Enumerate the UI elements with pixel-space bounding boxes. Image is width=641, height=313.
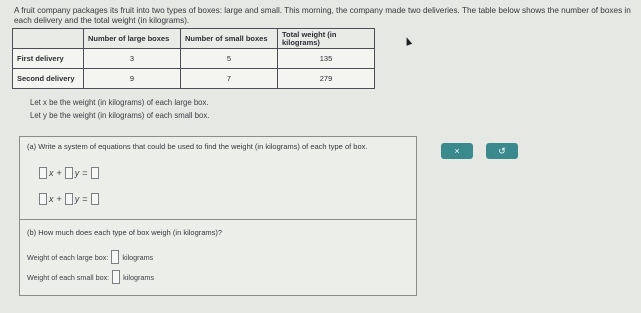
cell-small: 5	[181, 49, 278, 69]
delivery-table	[12, 28, 375, 89]
large-box-answer-row	[27, 250, 153, 264]
small-box-unit: kilograms	[123, 272, 154, 282]
large-box-label: Weight of each large box:	[27, 252, 109, 262]
row-label: First delivery	[13, 49, 84, 69]
row-label: Second delivery	[13, 69, 84, 89]
part-b-prompt: (b) How much does each type of box weigh (in kilograms)?	[27, 228, 223, 237]
large-box-unit: kilograms	[122, 252, 154, 262]
eq2-var-x: x	[49, 194, 54, 204]
undo-icon: ↺	[498, 145, 506, 156]
mouse-cursor-icon	[404, 36, 412, 46]
table-header-weight: Total weight (in kilograms)	[278, 29, 375, 49]
cell-large: 9	[84, 69, 181, 89]
eq2-equals: =	[82, 194, 88, 204]
definition-x: Let x be the weight (in kilograms) of each large box.	[30, 98, 209, 107]
cell-weight: 279	[278, 69, 375, 89]
equation-2	[38, 193, 100, 205]
table-row	[13, 69, 375, 89]
eq2-coef-y-input[interactable]	[65, 193, 73, 205]
eq2-plus: +	[56, 194, 62, 204]
eq1-var-x: x	[49, 168, 54, 178]
table-header-row	[13, 29, 375, 49]
part-a-section	[20, 137, 416, 220]
part-a-prompt: (a) Write a system of equations that could be used to find the weight (in kilograms) of each type of box.	[27, 142, 368, 151]
small-box-answer-row	[27, 270, 154, 284]
clear-button[interactable]	[441, 143, 473, 159]
undo-button[interactable]	[486, 143, 518, 159]
eq1-equals: =	[82, 168, 88, 178]
eq2-constant-input[interactable]	[91, 193, 99, 205]
cell-large: 3	[84, 49, 181, 69]
definition-y: Let y be the weight (in kilograms) of each small box.	[30, 111, 210, 120]
answer-panel	[19, 136, 417, 296]
table-header-large: Number of large boxes	[84, 29, 181, 49]
large-box-weight-input[interactable]	[111, 250, 119, 264]
cell-weight: 135	[278, 49, 375, 69]
table-header-blank	[13, 29, 84, 49]
cell-small: 7	[181, 69, 278, 89]
eq1-coef-x-input[interactable]	[39, 167, 47, 179]
equation-1	[38, 167, 100, 179]
eq2-var-y: y	[74, 194, 80, 204]
eq1-plus: +	[56, 168, 62, 178]
eq1-constant-input[interactable]	[91, 167, 99, 179]
table-header-small: Number of small boxes	[181, 29, 278, 49]
small-box-weight-input[interactable]	[112, 270, 120, 284]
eq1-coef-y-input[interactable]	[65, 167, 73, 179]
eq1-var-y: y	[74, 168, 80, 178]
small-box-label: Weight of each small box:	[27, 272, 110, 282]
close-icon: ×	[454, 146, 460, 156]
eq2-coef-x-input[interactable]	[39, 193, 47, 205]
problem-intro: A fruit company packages its fruit into two types of boxes: large and small. This morning, the company made two deliveries. The table below shows the number of boxes in each delivery and the total weight (in kilograms).	[14, 6, 631, 25]
table-row	[13, 49, 375, 69]
